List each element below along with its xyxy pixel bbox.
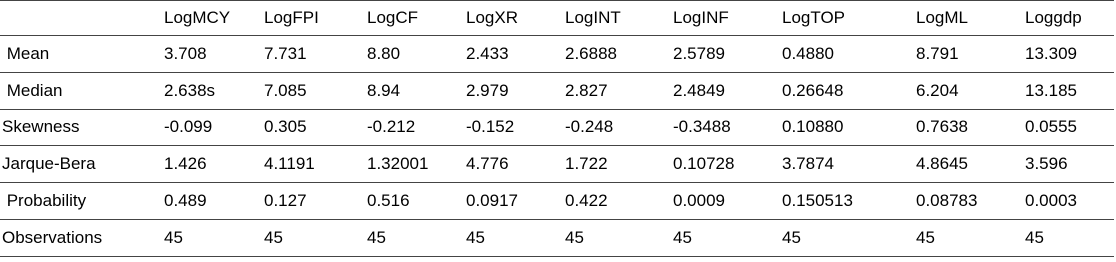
table-cell: 8.791 xyxy=(904,36,1013,73)
table-cell: 0.4880 xyxy=(770,36,904,73)
table-cell: 0.489 xyxy=(152,183,252,220)
table-row xyxy=(0,109,1114,146)
table-cell: 2.4849 xyxy=(661,72,770,109)
table-cell: 3.708 xyxy=(152,36,252,73)
table-cell: 45 xyxy=(1013,219,1114,256)
header-cell-blank xyxy=(0,1,152,36)
table-cell: 45 xyxy=(355,219,454,256)
table-cell: 13.309 xyxy=(1013,36,1114,73)
table-cell: 1.426 xyxy=(152,146,252,183)
table-cell: 0.150513 xyxy=(770,183,904,220)
header-cell: LogML xyxy=(904,1,1013,36)
table-cell: 3.596 xyxy=(1013,146,1114,183)
table-cell: 0.516 xyxy=(355,183,454,220)
table-cell: 45 xyxy=(904,219,1013,256)
table-cell: 45 xyxy=(454,219,553,256)
table-cell: 0.08783 xyxy=(904,183,1013,220)
header-cell: LogXR xyxy=(454,1,553,36)
table-cell: 1.722 xyxy=(553,146,661,183)
table-cell: 4.776 xyxy=(454,146,553,183)
row-label: Median xyxy=(0,72,152,109)
table-cell: 0.26648 xyxy=(770,72,904,109)
table-cell: 0.0917 xyxy=(454,183,553,220)
table-cell: 7.731 xyxy=(252,36,355,73)
header-cell: LogINT xyxy=(553,1,661,36)
header-cell: LogINF xyxy=(661,1,770,36)
table-cell: -0.099 xyxy=(152,109,252,146)
table-cell: 0.10880 xyxy=(770,109,904,146)
table-cell: 2.827 xyxy=(553,72,661,109)
table-row xyxy=(0,36,1114,73)
table-cell: 45 xyxy=(770,219,904,256)
table-cell: -0.152 xyxy=(454,109,553,146)
table-cell: 0.0003 xyxy=(1013,183,1114,220)
table-cell: 45 xyxy=(252,219,355,256)
table-cell: 45 xyxy=(661,219,770,256)
table-cell: 3.7874 xyxy=(770,146,904,183)
table-row xyxy=(0,146,1114,183)
table-cell: 2.979 xyxy=(454,72,553,109)
table-cell: 0.305 xyxy=(252,109,355,146)
table-row xyxy=(0,219,1114,256)
table-cell: 45 xyxy=(553,219,661,256)
table-cell: 2.638s xyxy=(152,72,252,109)
table-cell: 8.80 xyxy=(355,36,454,73)
table-cell: 6.204 xyxy=(904,72,1013,109)
table-cell: -0.248 xyxy=(553,109,661,146)
table-cell: 0.0555 xyxy=(1013,109,1114,146)
table-cell: 4.1191 xyxy=(252,146,355,183)
header-cell: Loggdp xyxy=(1013,1,1114,36)
table-cell: 4.8645 xyxy=(904,146,1013,183)
header-cell: LogFPI xyxy=(252,1,355,36)
table-cell: 2.5789 xyxy=(661,36,770,73)
row-label: Jarque-Bera xyxy=(0,146,152,183)
table-cell: 1.32001 xyxy=(355,146,454,183)
table-cell: 7.085 xyxy=(252,72,355,109)
table-cell: 45 xyxy=(152,219,252,256)
table-cell: 8.94 xyxy=(355,72,454,109)
row-label: Mean xyxy=(0,36,152,73)
table-cell: 0.422 xyxy=(553,183,661,220)
table-row xyxy=(0,72,1114,109)
header-cell: LogCF xyxy=(355,1,454,36)
table-cell: 2.6888 xyxy=(553,36,661,73)
table-cell: -0.212 xyxy=(355,109,454,146)
header-cell: LogTOP xyxy=(770,1,904,36)
row-label: Probability xyxy=(0,183,152,220)
table-cell: 0.127 xyxy=(252,183,355,220)
table-cell: 0.7638 xyxy=(904,109,1013,146)
table-cell: 2.433 xyxy=(454,36,553,73)
header-cell: LogMCY xyxy=(152,1,252,36)
table-cell: -0.3488 xyxy=(661,109,770,146)
row-label: Observations xyxy=(0,219,152,256)
row-label: Skewness xyxy=(0,109,152,146)
table-header-row xyxy=(0,1,1114,36)
table-cell: 0.10728 xyxy=(661,146,770,183)
table-row xyxy=(0,183,1114,220)
table-cell: 13.185 xyxy=(1013,72,1114,109)
table-cell: 0.0009 xyxy=(661,183,770,220)
